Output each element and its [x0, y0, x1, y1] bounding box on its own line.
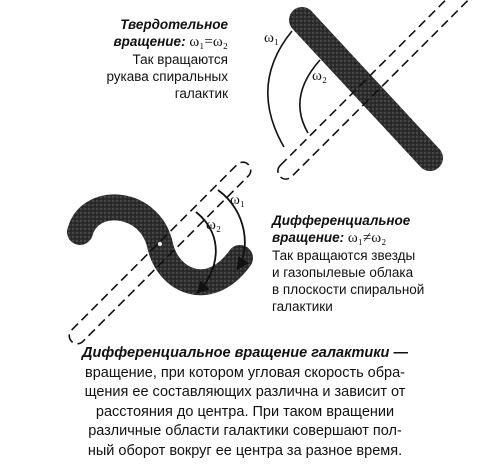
solid-rotation-formula: ω₁=ω₂ [189, 34, 228, 50]
solid-rotation-arc-outer [268, 31, 292, 147]
caption-line-2: щения ее составляющих различна и зависит от [84, 384, 406, 400]
solid-rotation-line-3: галактик [174, 86, 228, 101]
solid-rotation-omega2-label: ω₂ [312, 68, 328, 84]
solid-rotation-subtitle-line [88, 33, 228, 51]
caption-term: Дифференциальное вращение галактики [82, 345, 390, 361]
caption-line-3: расстояния до центра. При таком вращении [95, 403, 395, 420]
solid-rotation-omega1-label: ω₁ [264, 30, 280, 46]
differential-rotation-title: Дифференциальное [272, 213, 411, 228]
caption-line-4: различные области галактики совершают пол- [88, 423, 402, 439]
solid-rotation-description [88, 16, 228, 102]
solid-rotation-line-1: Так вращаются [132, 52, 228, 67]
solid-rotation-subtitle: вращение: [113, 34, 186, 49]
solid-rotation-arm [302, 20, 430, 158]
differential-rotation-formula: ω₁≠ω₂ [347, 230, 387, 246]
differential-rotation-omega1-label: ω₁ [230, 192, 246, 208]
caption-line-5: ный оборот вокруг ее центра за разное время. [87, 442, 403, 459]
differential-rotation-line-3: в плоскости спиральной [272, 282, 425, 297]
caption-dash: — [389, 345, 408, 361]
differential-rotation-line-1: Так вращаются звезды [272, 248, 416, 263]
differential-rotation-description [272, 212, 492, 315]
differential-rotation-line-2: и газопылевые облака [272, 265, 414, 280]
solid-rotation-center-dot [295, 37, 299, 41]
caption-first-line [14, 344, 476, 364]
solid-rotation-title: Твердотельное [120, 17, 228, 32]
solid-rotation-figure [268, 0, 476, 182]
solid-rotation-line-2: рукава спиральных [106, 69, 228, 84]
differential-rotation-omega2-label: ω₂ [206, 217, 222, 233]
differential-rotation-figure [66, 159, 254, 347]
differential-rotation-subtitle-line [272, 229, 492, 247]
differential-rotation-subtitle: вращение: [272, 230, 345, 245]
differential-rotation-center-dot [158, 242, 162, 246]
caption-line-1: вращение, при котором угловая скорость обра- [85, 364, 405, 381]
differential-rotation-line-4: галактики [272, 299, 333, 314]
definition-caption [14, 344, 476, 461]
